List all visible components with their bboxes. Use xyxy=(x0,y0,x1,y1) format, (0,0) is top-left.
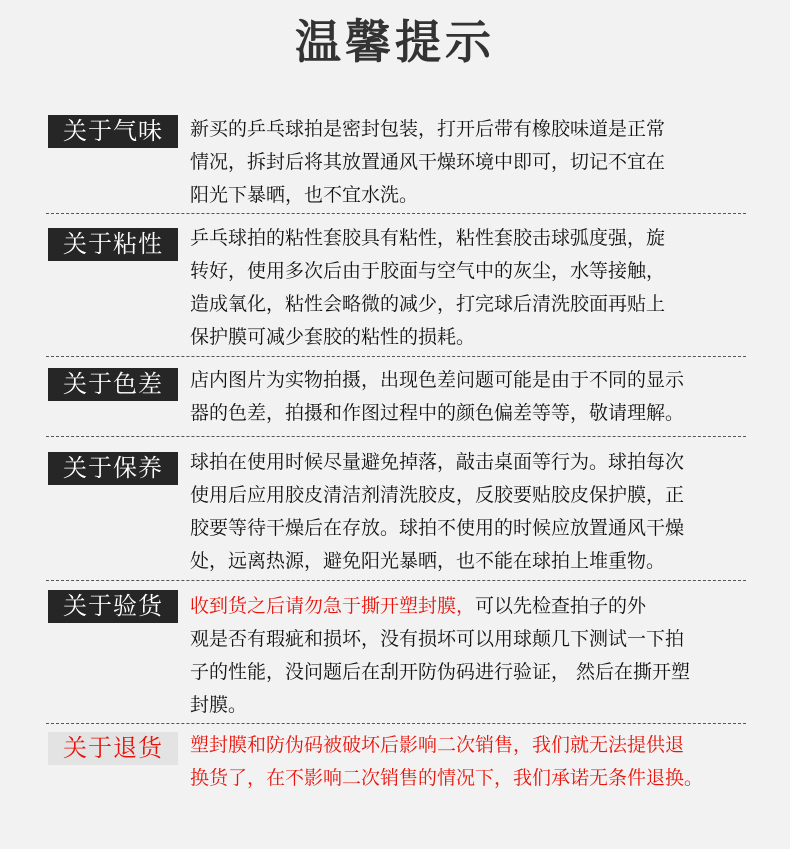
text-line: 观是否有瑕疵和损坏，没有损坏可以用球颠几下测试一下拍 xyxy=(190,628,685,650)
text-line: 塑封膜和防伪码被破坏后影响二次销售，我们就无法提供退 xyxy=(190,734,685,756)
text-line: 处，远离热源，避免阳光暴晒，也不能在球拍上堆重物。 xyxy=(190,550,666,572)
divider xyxy=(46,580,746,581)
section-text-inspection xyxy=(190,590,745,722)
divider xyxy=(46,356,746,357)
text-line: 转好，使用多次后由于胶面与空气中的灰尘，水等接触， xyxy=(190,260,666,282)
section-tag-returns: 关于退货 xyxy=(48,732,178,765)
section-text-maintenance xyxy=(190,446,745,578)
text-line: 使用后应用胶皮清洁剂清洗胶皮，反胶要贴胶皮保护膜，正 xyxy=(190,484,685,506)
section-tag-color-difference: 关于色差 xyxy=(48,368,178,401)
section-tag-inspection: 关于验货 xyxy=(48,590,178,623)
text-line: 子的性能，没问题后在刮开防伪码进行验证， 然后在撕开塑 xyxy=(190,661,691,683)
warning-text: 收到货之后请勿急于撕开塑封膜， xyxy=(190,595,476,617)
section-text-stickiness xyxy=(190,222,745,354)
text-line: 情况，拆封后将其放置通风干燥环境中即可，切记不宜在 xyxy=(190,151,666,173)
text-line: 保护膜可减少套胶的粘性的损耗。 xyxy=(190,326,476,348)
section-tag-stickiness: 关于粘性 xyxy=(48,228,178,261)
text-line: 球拍在使用时候尽量避免掉落，敲击桌面等行为。球拍每次 xyxy=(190,451,685,473)
divider xyxy=(46,723,746,724)
section-tag-maintenance: 关于保养 xyxy=(48,452,178,485)
text-line: 造成氧化，粘性会略微的减少，打完球后清洗胶面再贴上 xyxy=(190,293,666,315)
text-line: 乒乓球拍的粘性套胶具有粘性，粘性套胶击球弧度强，旋 xyxy=(190,227,666,249)
divider xyxy=(46,213,746,214)
text-line xyxy=(190,590,745,623)
section-text-smell xyxy=(190,113,745,212)
text-line: 器的色差，拍摄和作图过程中的颜色偏差等等，敬请理解。 xyxy=(190,402,685,424)
text-line: 胶要等待干燥后在存放。球拍不使用的时候应放置通风干燥 xyxy=(190,517,685,539)
page-title: 温馨提示 xyxy=(295,15,495,69)
text-line: 阳光下暴晒，也不宜水洗。 xyxy=(190,184,419,206)
section-tag-smell: 关于气味 xyxy=(48,115,178,148)
text-line: 店内图片为实物拍摄，出现色差问题可能是由于不同的显示 xyxy=(190,369,685,391)
text-line: 新买的乒乓球拍是密封包装，打开后带有橡胶味道是正常 xyxy=(190,118,666,140)
text-line: 封膜。 xyxy=(190,694,248,716)
section-text-returns xyxy=(190,729,745,795)
divider xyxy=(46,436,746,437)
text-fragment: 可以先检查拍子的外 xyxy=(475,595,647,617)
text-line: 换货了，在不影响二次销售的情况下，我们承诺无条件退换。 xyxy=(190,767,704,789)
section-text-color-difference xyxy=(190,364,745,430)
